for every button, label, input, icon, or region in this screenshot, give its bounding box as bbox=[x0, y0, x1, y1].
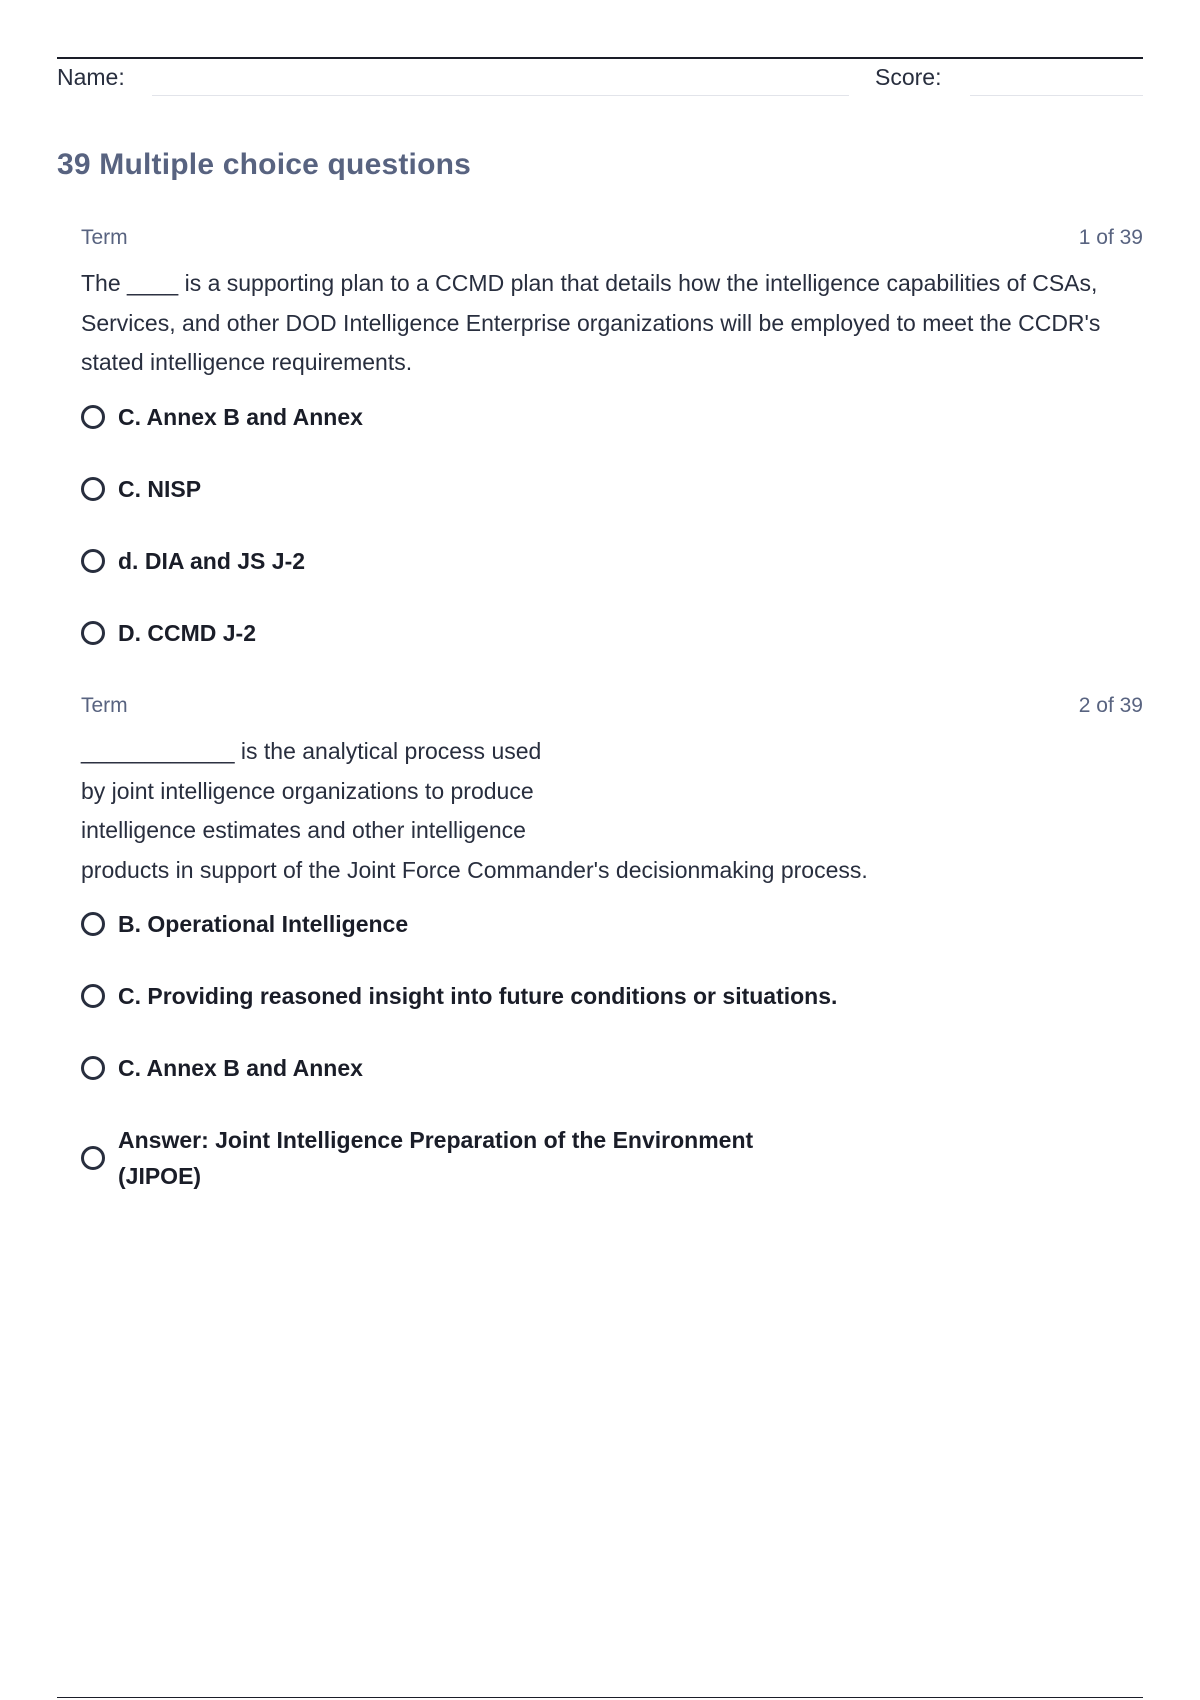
answer-option-label: C. Annex B and Annex bbox=[118, 403, 363, 430]
name-label: Name: bbox=[57, 64, 125, 90]
term-label: Term bbox=[81, 694, 128, 717]
top-divider bbox=[57, 57, 1143, 59]
answer-option-label: B. Operational Intelligence bbox=[118, 911, 409, 937]
answer-option[interactable] bbox=[81, 1050, 1143, 1086]
answer-option-label: D. CCMD J-2 bbox=[118, 619, 257, 646]
name-field[interactable] bbox=[152, 95, 849, 96]
radio-button[interactable] bbox=[81, 549, 105, 573]
score-field[interactable] bbox=[970, 95, 1143, 96]
answer-option-label: C. Providing reasoned insight into future conditions or situations. bbox=[118, 983, 838, 1009]
question-prompt: The ____ is a supporting plan to a CCMD plan that details how the intelligence capabilities of CSAs, Services, and other DOD Intelligence Enterprise organizations will be employed to meet the CCDR's stated intelligence requirements. bbox=[81, 270, 1101, 375]
radio-button[interactable] bbox=[81, 912, 105, 936]
answer-option[interactable] bbox=[81, 978, 1143, 1014]
bottom-divider bbox=[57, 1697, 1143, 1698]
worksheet-page bbox=[57, 0, 1143, 1700]
term-label: Term bbox=[81, 226, 128, 249]
worksheet-header bbox=[57, 62, 1143, 102]
question-counter: 1 of 39 bbox=[1078, 226, 1143, 249]
answer-option[interactable] bbox=[81, 1122, 1143, 1194]
radio-button[interactable] bbox=[81, 1056, 105, 1080]
answer-options bbox=[81, 906, 1143, 1194]
radio-button[interactable] bbox=[81, 1146, 105, 1170]
answer-option[interactable] bbox=[81, 399, 1143, 435]
section-title: 39 Multiple choice questions bbox=[57, 148, 472, 181]
answer-option-label: C. Annex B and Annex bbox=[118, 1055, 363, 1081]
question-card bbox=[81, 226, 1143, 687]
answer-option[interactable] bbox=[81, 543, 1143, 579]
question-card bbox=[81, 694, 1143, 1230]
radio-button[interactable] bbox=[81, 984, 105, 1008]
answer-options bbox=[81, 399, 1143, 651]
radio-button[interactable] bbox=[81, 621, 105, 645]
answer-option[interactable] bbox=[81, 471, 1143, 507]
radio-button[interactable] bbox=[81, 405, 105, 429]
answer-option[interactable] bbox=[81, 615, 1143, 651]
answer-option-label: d. DIA and JS J-2 bbox=[118, 547, 306, 574]
radio-button[interactable] bbox=[81, 477, 105, 501]
question-prompt: ____________ is the analytical process used by joint intelligence organizations to produce intelligence estimates and other intelligence products in support of the Joint Force Commander's decisionmaking process. bbox=[81, 738, 868, 883]
answer-option-label: Answer: Joint Intelligence Preparation of the Environment (JIPOE) bbox=[118, 1127, 754, 1189]
answer-option-label: C. NISP bbox=[118, 475, 202, 502]
score-label: Score: bbox=[875, 64, 942, 90]
answer-option[interactable] bbox=[81, 906, 1143, 942]
question-counter: 2 of 39 bbox=[1078, 694, 1143, 717]
